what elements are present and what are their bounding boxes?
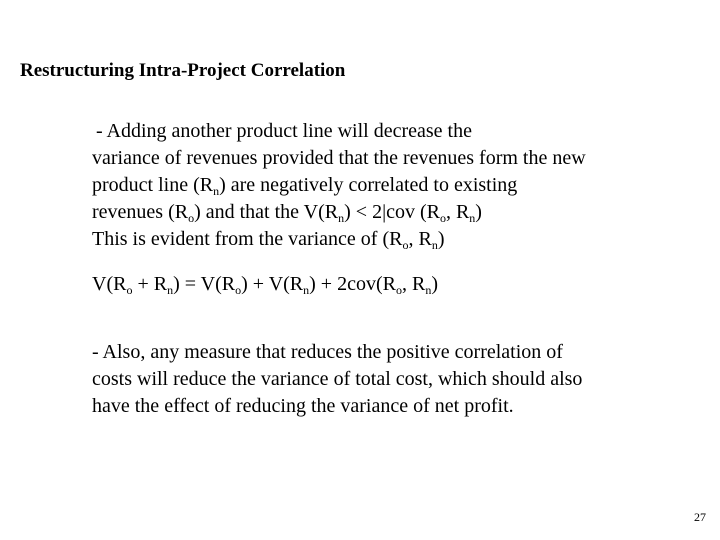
page-number: 27 xyxy=(694,510,706,524)
text-run: product line (R xyxy=(92,174,214,196)
text-run: ) xyxy=(475,201,482,223)
text-line xyxy=(92,226,702,253)
text-run: ) are negatively correlated to existing xyxy=(219,174,518,196)
text-line xyxy=(92,172,702,199)
paragraph-cost-correlation xyxy=(92,339,702,420)
text-run: , R xyxy=(445,201,470,223)
text-line xyxy=(92,199,702,226)
text-run: ) + 2cov(R xyxy=(309,273,396,295)
text-run: ) and that the V(R xyxy=(194,201,339,223)
slide-title: Restructuring Intra-Project Correlation xyxy=(20,60,346,81)
text-run: ) xyxy=(431,273,438,295)
subscript: n xyxy=(167,283,174,297)
text-run: ) < 2|cov (R xyxy=(344,201,440,223)
text-run: V(R xyxy=(92,273,127,295)
variance-equation xyxy=(92,271,702,298)
text-run: , R xyxy=(401,273,426,295)
subscript: n xyxy=(338,211,345,225)
text-run: + R xyxy=(132,273,168,295)
text-run: This is evident from the variance of (R xyxy=(92,228,403,250)
subscript: o xyxy=(188,211,195,225)
equation-line xyxy=(92,271,702,298)
text-line: costs will reduce the variance of total cost, which should also xyxy=(92,368,583,390)
subscript: o xyxy=(439,211,446,225)
text-line: variance of revenues provided that the revenues form the new xyxy=(92,147,586,169)
subscript: o xyxy=(235,283,242,297)
text-run: ) xyxy=(437,228,445,250)
subscript: n xyxy=(425,283,432,297)
text-run: ) = V(R xyxy=(173,273,236,295)
subscript: n xyxy=(469,211,476,225)
text-run: revenues (R xyxy=(92,201,189,223)
text-run: , R xyxy=(408,228,432,250)
subscript: n xyxy=(303,283,310,297)
paragraph-revenue-variance xyxy=(92,118,702,253)
text-line: have the effect of reducing the variance of net profit. xyxy=(92,395,514,417)
subscript: n xyxy=(431,238,438,252)
text-line: - Adding another product line will decrease the xyxy=(96,120,472,142)
subscript: o xyxy=(402,238,409,252)
subscript: o xyxy=(395,283,402,297)
text-line: - Also, any measure that reduces the positive correlation of xyxy=(92,341,563,363)
subscript: n xyxy=(213,184,220,198)
text-run: ) + V(R xyxy=(241,273,304,295)
subscript: o xyxy=(126,283,133,297)
